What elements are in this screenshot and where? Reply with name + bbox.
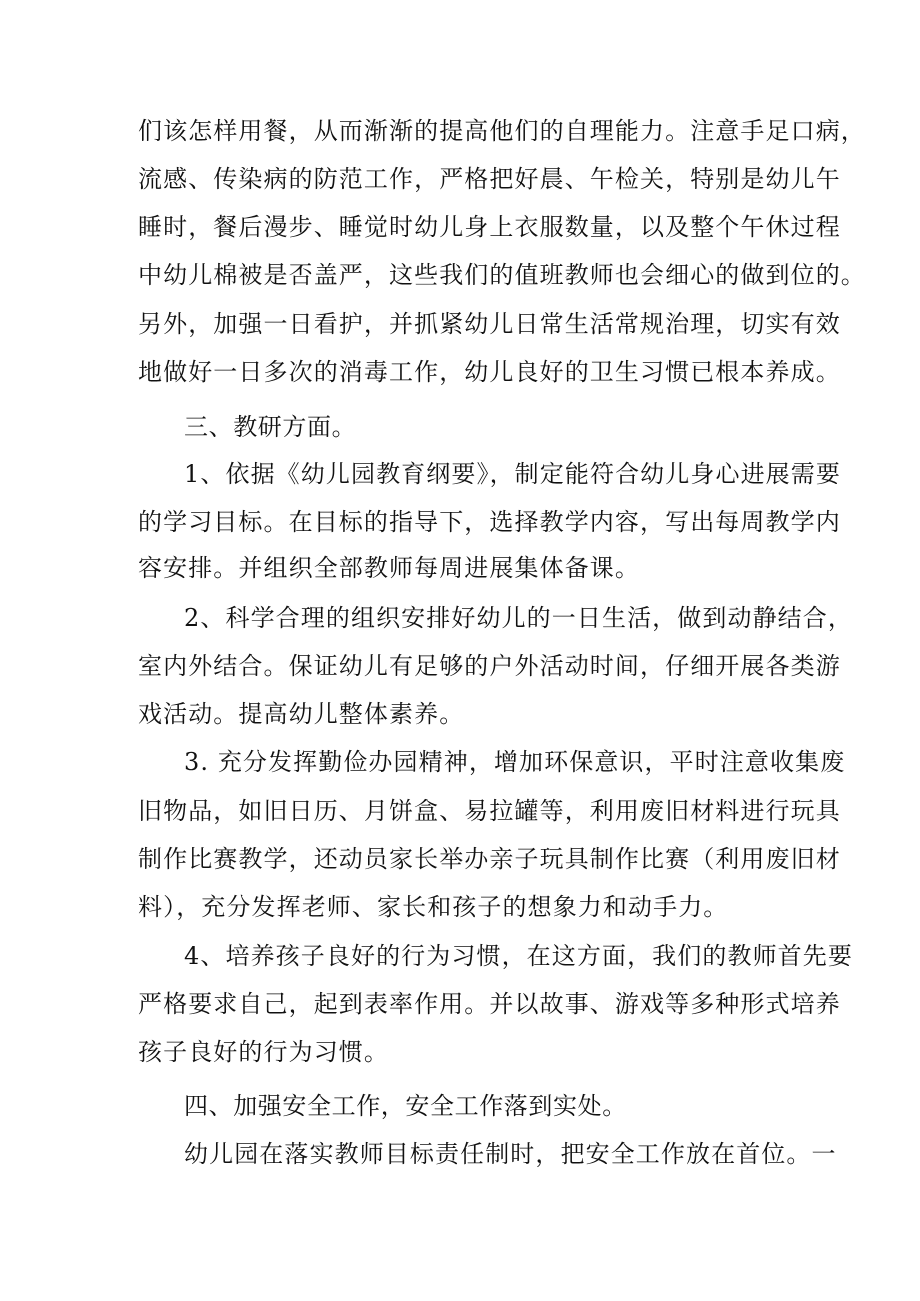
paragraph-line: 们该怎样用餐，从而渐渐的提高他们的自理能力。注意手足口病， xyxy=(138,117,866,145)
paragraph-line: 3. 充分发挥勤俭办园精神，增加环保意识，平时注意收集废 xyxy=(184,748,846,776)
paragraph-line: 地做好一日多次的消毒工作，幼儿良好的卫生习惯已根本养成。 xyxy=(138,358,841,386)
paragraph-line: 孩子良好的行为习惯。 xyxy=(138,1038,389,1066)
paragraph-line: 容安排。并组织全部教师每周进展集体备课。 xyxy=(138,554,640,582)
paragraph-line: 戏活动。提高幼儿整体素养。 xyxy=(138,700,465,728)
paragraph-line: 料），充分发挥老师、家长和孩子的想象力和动手力。 xyxy=(138,893,729,921)
paragraph-line: 室内外结合。保证幼儿有足够的户外活动时间，仔细开展各类游 xyxy=(138,652,841,680)
paragraph-line: 2、科学合理的组织安排好幼儿的一日生活，做到动静结合， xyxy=(184,604,853,632)
paragraph-line: 睡时，餐后漫步、睡觉时幼儿身上衣服数量，以及整个午休过程 xyxy=(138,213,841,241)
paragraph-line: 另外，加强一日看护，并抓紧幼儿日常生活常规治理，切实有效 xyxy=(138,310,841,338)
paragraph-line: 的学习目标。在目标的指导下，选择教学内容，写出每周教学内 xyxy=(138,508,841,536)
paragraph-line: 幼儿园在落实教师目标责任制时，把安全工作放在首位。一 xyxy=(184,1140,837,1168)
paragraph-line: 严格要求自己，起到表率作用。并以故事、游戏等多种形式培养 xyxy=(138,990,841,1018)
paragraph-line: 旧物品，如旧日历、月饼盒、易拉罐等，利用废旧材料进行玩具 xyxy=(138,797,841,825)
section-heading-safety: 四、加强安全工作，安全工作落到实处。 xyxy=(184,1092,627,1120)
paragraph-line: 流感、传染病的防范工作，严格把好晨、午检关，特别是幼儿午 xyxy=(138,165,841,193)
paragraph-line: 中幼儿棉被是否盖严，这些我们的值班教师也会细心的做到位的。 xyxy=(138,261,866,289)
paragraph-line: 制作比赛教学，还动员家长举办亲子玩具制作比赛（利用废旧材 xyxy=(138,845,841,873)
section-heading-research: 三、教研方面。 xyxy=(184,413,357,441)
paragraph-line: 1、依据《幼儿园教育纲要》，制定能符合幼儿身心进展需要 xyxy=(184,460,841,488)
paragraph-line: 4、培养孩子良好的行为习惯，在这方面，我们的教师首先要 xyxy=(184,942,853,970)
